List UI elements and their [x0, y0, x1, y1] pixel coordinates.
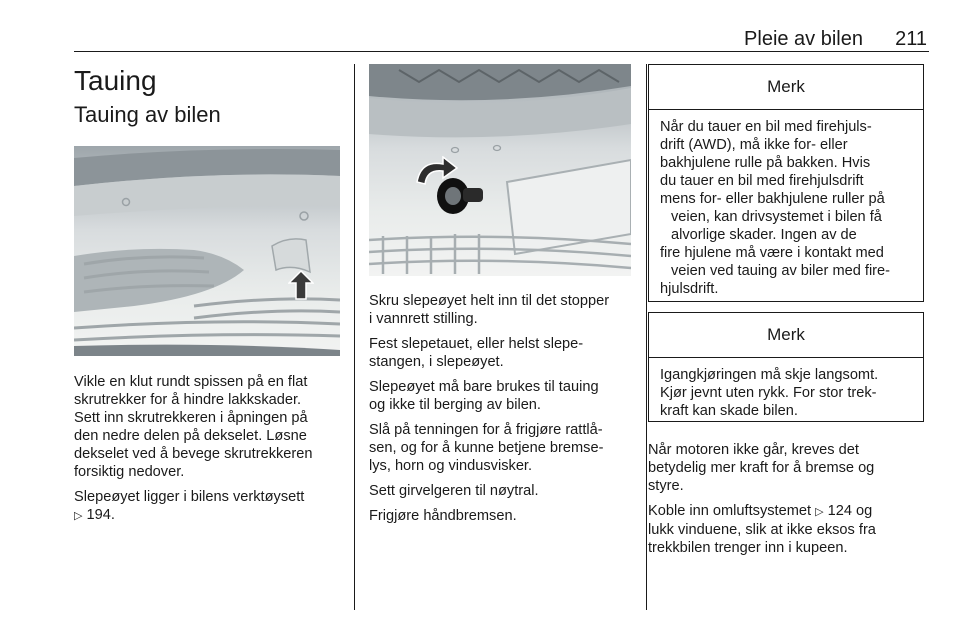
page-number: 211 [895, 28, 927, 50]
attach-rope-paragraph: Fest slepetauet, eller helst slepe- stangen, i slepeøyet. [369, 336, 584, 370]
engine-off-paragraph: Når motoren ikke går, kreves det betydelig mer kraft for å bremse og styre. [648, 442, 875, 494]
neutral-paragraph: Sett girvelgeren til nøytral. [369, 483, 539, 499]
section-heading: Tauing [74, 65, 157, 96]
note-body: Når du tauer en bil med firehjuls- drift (AWD), må ikke for- eller bakhjulene rulle på bakken. Hvis du tauer en bil med firehjulsdrift mens for- eller bakhjulene ruller på veien, kan drivsystemet i bilen få alvorlige skader. Ingen av de fire hjulene må være i kontakt med veien ved tauing av biler med fire- hjulsdrift. [660, 119, 891, 297]
page-reference-icon: ▷ [74, 510, 83, 522]
note-heading: Merk [649, 313, 923, 358]
column-2 [369, 64, 631, 532]
up-arrow-icon [288, 270, 314, 300]
handbrake-paragraph: Frigjøre håndbremsen. [369, 508, 517, 524]
column-divider-1 [354, 64, 355, 610]
turn-arrow-icon [413, 156, 459, 186]
usage-paragraph: Slepeøyet må bare brukes til tauing og ikke til berging av bilen. [369, 379, 599, 413]
page-reference: 194. [86, 507, 115, 523]
note-body: Igangkjøringen må skje langsomt. Kjør jevnt uten rykk. For stor trek- kraft kan skade bilen. [660, 367, 879, 419]
chapter-title: Pleie av bilen [744, 28, 863, 50]
toolkit-paragraph: Slepeøyet ligger i bilens verktøysett ▷ 194. [74, 489, 305, 523]
screw-in-paragraph: Skru slepeøyet helt inn til det stopper i vannrett stilling. [369, 293, 610, 327]
front-bumper-illustration [74, 146, 340, 356]
ignition-paragraph: Slå på tenningen for å frigjøre rattlå- sen, og for å kunne betjene bremse- lys, horn og vindusvisker. [369, 422, 604, 474]
recirculation-paragraph: Koble inn omluftsystemet ▷ 124 og lukk vinduene, slik at ikke eksos fra trekkbilen trenger inn i kupeen. [648, 503, 876, 556]
page-header [74, 24, 929, 52]
header-rule [74, 51, 929, 52]
column-divider-2 [646, 64, 647, 610]
note-box-awd [648, 64, 924, 302]
note-box-startup [648, 312, 924, 422]
subsection-heading: Tauing av bilen [74, 102, 221, 127]
instruction-paragraph: Vikle en klut rundt spissen på en flat skrutrekker for å hindre lakkskader. Sett inn skrutrekkeren i åpningen på den nedre delen på dekselet. Løsne dekselet ved å bevege skrutrekkeren forsiktig nedover. [74, 374, 313, 480]
tow-eye-drawing [369, 64, 631, 276]
column-1 [74, 64, 340, 532]
tow-eye-illustration [369, 64, 631, 276]
bumper-drawing [74, 146, 340, 356]
page-reference-icon: ▷ [815, 506, 824, 518]
note-heading: Merk [649, 65, 923, 110]
column-3 [648, 64, 924, 564]
